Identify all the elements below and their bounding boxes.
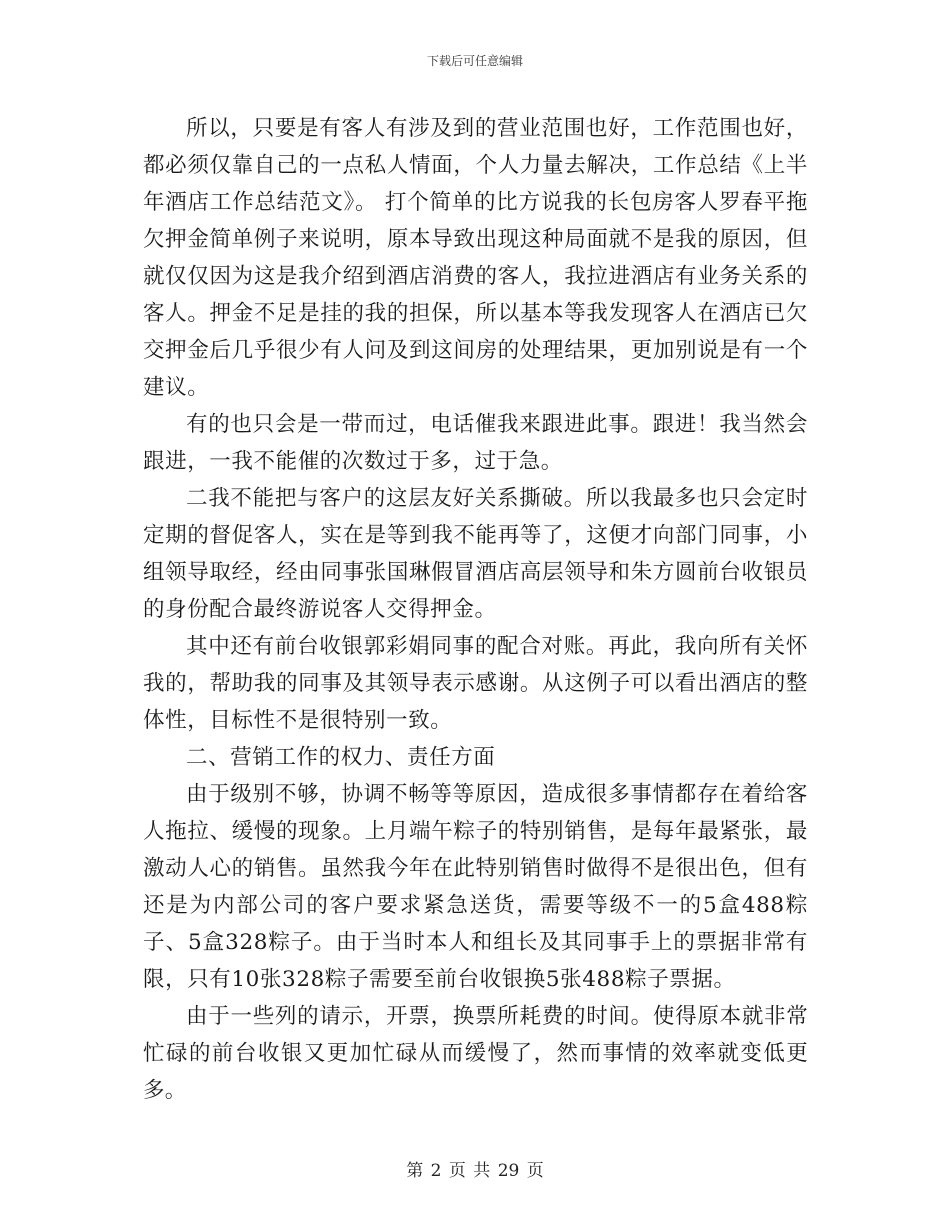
document-body xyxy=(143,110,808,1109)
paragraph-6: 由于一些列的请示，开票，换票所耗费的时间。使得原本就非常忙碌的前台收银又更加忙碌从而缓慢了，然而事情的效率就变低更多。 xyxy=(143,1004,808,1103)
page-number-footer: 第 2 页 共 29 页 xyxy=(406,1161,544,1181)
paragraph-3: 二我不能把与客户的这层友好关系撕破。所以我最多也只会定时定期的督促客人，实在是等到我不能再等了，这便才向部门同事，小组领导取经，经由同事张国琳假冒酒店高层领导和朱方圆前台收银员的身份配合最终游说客人交得押金。 xyxy=(143,486,808,622)
paragraph-2: 有的也只会是一带而过，电话催我来跟进此事。跟进！我当然会跟进，一我不能催的次数过于多，过于急。 xyxy=(143,412,808,474)
page-header-note: 下载后可任意编辑 xyxy=(426,54,523,68)
paragraph-5: 由于级别不够，协调不畅等等原因，造成很多事情都存在着给客人拖拉、缓慢的现象。上月端午粽子的特别销售，是每年最紧张，最激动人心的销售。虽然我今年在此特别销售时做得不是很出色，但有还是为内部公司的客户要求紧急送货，需要等级不一的5盒488粽子、5盒328粽子。由于当时本人和组长及其同事手上的票据非常有限，只有10张328粽子需要至前台收银换5张488粽子票据。 xyxy=(143,782,808,992)
paragraph-1: 所以，只要是有客人有涉及到的营业范围也好，工作范围也好，都必须仅靠自己的一点私人情面，个人力量去解决，工作总结《上半年酒店工作总结范文》。 打个简单的比方说我的长包房客人罗春平拖欠押金简单例子来说明，原本导致出现这种局面就不是我的原因，但就仅仅因为这是我介绍到酒店消费的客人，我拉进酒店有业务关系的客人。押金不足是挂的我的担保，所以基本等我发现客人在酒店已欠交押金后几乎很少有人问及到这间房的处理结果，更加别说是有一个建议。 xyxy=(143,116,808,400)
paragraph-4: 其中还有前台收银郭彩娟同事的配合对账。再此，我向所有关怀我的，帮助我的同事及其领导表示感谢。从这例子可以看出酒店的整体性，目标性不是很特别一致。 xyxy=(143,634,808,733)
section-heading: 二、营销工作的权力、责任方面 xyxy=(186,745,496,770)
